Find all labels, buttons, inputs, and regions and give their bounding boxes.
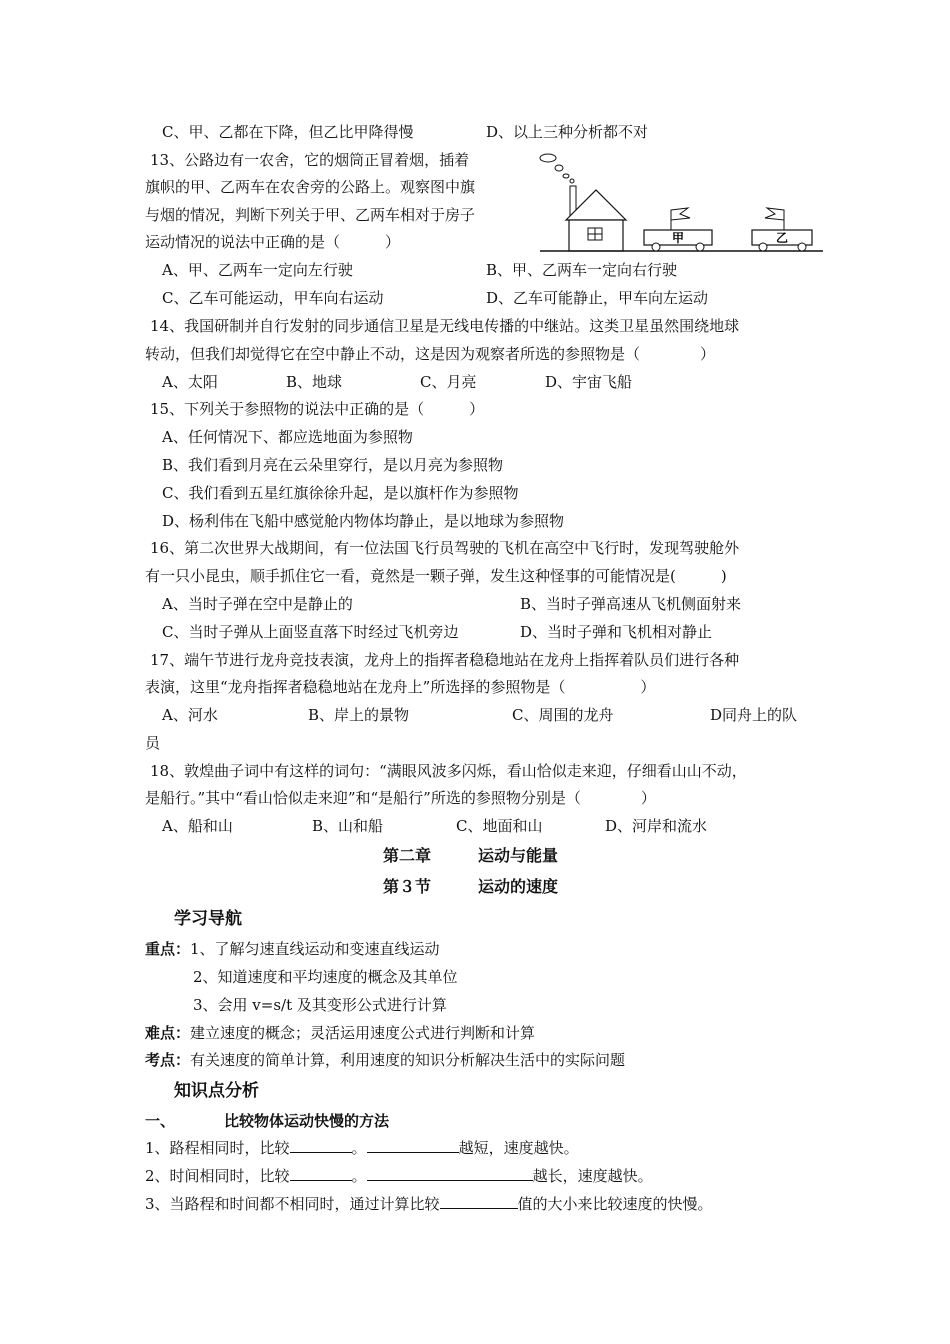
q15-option-d: D、杨利伟在飞船中感觉舱内物体均静止，是以地球为参照物	[162, 512, 565, 530]
section-title: 运动的速度	[478, 877, 559, 896]
key-point-1: 1、了解匀速直线运动和变速直线运动	[190, 940, 440, 958]
q16-option-b: B、当时子弹高速从飞机侧面射来	[520, 595, 742, 613]
difficulty-text: 建立速度的概念；灵活运用速度公式进行判断和计算	[190, 1024, 536, 1042]
q18-option-d: D、河岸和流水	[605, 817, 708, 835]
difficulty-label: 难点：	[145, 1024, 191, 1042]
q16-stem-line2: 有一只小昆虫，顺手抓住它一看，竟然是一颗子弹，发生这种怪事的可能情况是( )	[145, 567, 727, 585]
q12-option-d: D、以上三种分析都不对	[486, 123, 649, 141]
q14-option-c: C、月亮	[420, 373, 477, 391]
study-guide-heading: 学习导航	[174, 909, 242, 929]
q18-stem-line2: 是船行。”其中“看山恰似走来迎”和“是船行”所选的参照物分别是（ ）	[145, 789, 656, 807]
q14-option-a: A、太阳	[162, 373, 218, 391]
house-icon	[569, 220, 623, 251]
q15-option-b: B、我们看到月亮在云朵里穿行，是以月亮为参照物	[162, 456, 504, 474]
section-one-title: 比较物体运动快慢的方法	[224, 1112, 390, 1130]
q18-option-a: A、船和山	[162, 817, 233, 835]
q16-option-c: C、当时子弹从上面竖直落下时经过飞机旁边	[162, 623, 459, 641]
q17-stem-line2: 表演，这里“龙舟指挥者稳稳地站在龙舟上”所选择的参照物是（ ）	[145, 678, 656, 696]
q15-option-c: C、我们看到五星红旗徐徐升起，是以旗杆作为参照物	[162, 484, 519, 502]
car-b-wheel-icon	[759, 243, 767, 251]
knowledge-analysis-heading: 知识点分析	[174, 1081, 259, 1101]
section-number: 第３节	[383, 877, 432, 896]
q13-option-b: B、甲、乙两车一定向右行驶	[486, 261, 678, 279]
q16-stem-line1: 16、第二次世界大战期间，有一位法国飞行员驾驶的飞机在高空中飞行时，发现驾驶舱外	[150, 539, 740, 557]
q16-option-d: D、当时子弹和飞机相对静止	[520, 623, 713, 641]
q14-stem-line1: 14、我国研制并自行发射的同步通信卫星是无线电传播的中继站。这类卫星虽然围绕地球	[150, 317, 740, 335]
q17-stem-line1: 17、端午节进行龙舟竞技表演，龙舟上的指挥者稳稳地站在龙舟上指挥着队员们进行各种	[150, 651, 740, 669]
car-b-flag-icon	[765, 208, 784, 220]
q13-stem-line4: 运动情况的说法中正确的是（ ）	[145, 233, 401, 251]
car-b-label: 乙	[775, 231, 789, 245]
q14-option-d: D、宇宙飞船	[545, 373, 633, 391]
q13-house-cars-figure	[536, 150, 826, 255]
car-b-wheel-icon	[798, 243, 806, 251]
q17-option-d-cont: 员	[145, 734, 161, 752]
q15-option-a: A、任何情况下、都应选地面为参照物	[162, 428, 413, 446]
chapter-title: 运动与能量	[478, 846, 559, 865]
q18-option-c: C、地面和山	[456, 817, 543, 835]
car-a-flag-icon	[671, 208, 690, 220]
q16-option-a: A、当时子弹在空中是静止的	[162, 595, 353, 613]
q13-option-a: A、甲、乙两车一定向左行驶	[162, 261, 353, 279]
key-point-2: 2、知道速度和平均速度的概念及其单位	[193, 968, 458, 986]
key-points-label: 重点：	[145, 940, 191, 958]
fill-item-3: 3、当路程和时间都不相同时，通过计算比较 值的大小来比较速度的快慢。	[145, 1195, 713, 1213]
q17-option-d: D同舟上的队	[710, 706, 798, 724]
q13-stem-line3: 与烟的情况，判断下列关于甲、乙两车相对于房子	[145, 206, 476, 224]
q14-stem-line2: 转动，但我们却觉得它在空中静止不动，这是因为观察者所选的参照物是（ ）	[145, 345, 716, 363]
smoke-puff-icon	[570, 179, 574, 183]
q13-option-c: C、乙车可能运动，甲车向右运动	[162, 289, 384, 307]
blank-2a[interactable]	[290, 1166, 352, 1181]
fill-item-2: 2、时间相同时，比较 。 越长，速度越快。	[145, 1167, 653, 1185]
q13-option-d: D、乙车可能静止，甲车向左运动	[486, 289, 709, 307]
q17-option-a: A、河水	[162, 706, 218, 724]
chapter-number: 第二章	[383, 846, 432, 865]
car-a-wheel-icon	[696, 243, 704, 251]
q17-option-b: B、岸上的景物	[308, 706, 410, 724]
car-a-wheel-icon	[652, 243, 660, 251]
key-point-3: 3、会用 v=s/t 及其变形公式进行计算	[193, 996, 447, 1014]
q18-option-b: B、山和船	[312, 817, 384, 835]
smoke-puff-icon	[563, 174, 569, 178]
q15-stem: 15、下列关于参照物的说法中正确的是（ ）	[150, 400, 485, 418]
smoke-puff-icon	[555, 165, 563, 171]
q13-stem-line1: 13、公路边有一农舍，它的烟筒正冒着烟，插着	[150, 151, 470, 169]
car-a-label: 甲	[671, 231, 685, 245]
blank-3a[interactable]	[440, 1194, 518, 1209]
blank-1b[interactable]	[367, 1138, 459, 1153]
exam-points-label: 考点：	[145, 1051, 191, 1069]
q14-option-b: B、地球	[286, 373, 343, 391]
exam-points-text: 有关速度的简单计算，利用速度的知识分析解决生活中的实际问题	[190, 1051, 626, 1069]
q18-stem-line1: 18、敦煌曲子词中有这样的词句：“满眼风波多闪烁，看山恰似走来迎，仔细看山山不动，	[150, 762, 747, 780]
smoke-puff-icon	[540, 154, 556, 162]
blank-2b[interactable]	[367, 1166, 533, 1181]
fill-item-1: 1、路程相同时，比较 。 越短，速度越快。	[145, 1139, 579, 1157]
section-one-number: 一、	[145, 1112, 176, 1130]
q13-stem-line2: 旗帜的甲、乙两车在农舍旁的公路上。观察图中旗	[145, 178, 476, 196]
q12-option-c: C、甲、乙都在下降，但乙比甲降得慢	[162, 123, 414, 141]
q17-option-c: C、周围的龙舟	[512, 706, 614, 724]
blank-1a[interactable]	[290, 1138, 352, 1153]
